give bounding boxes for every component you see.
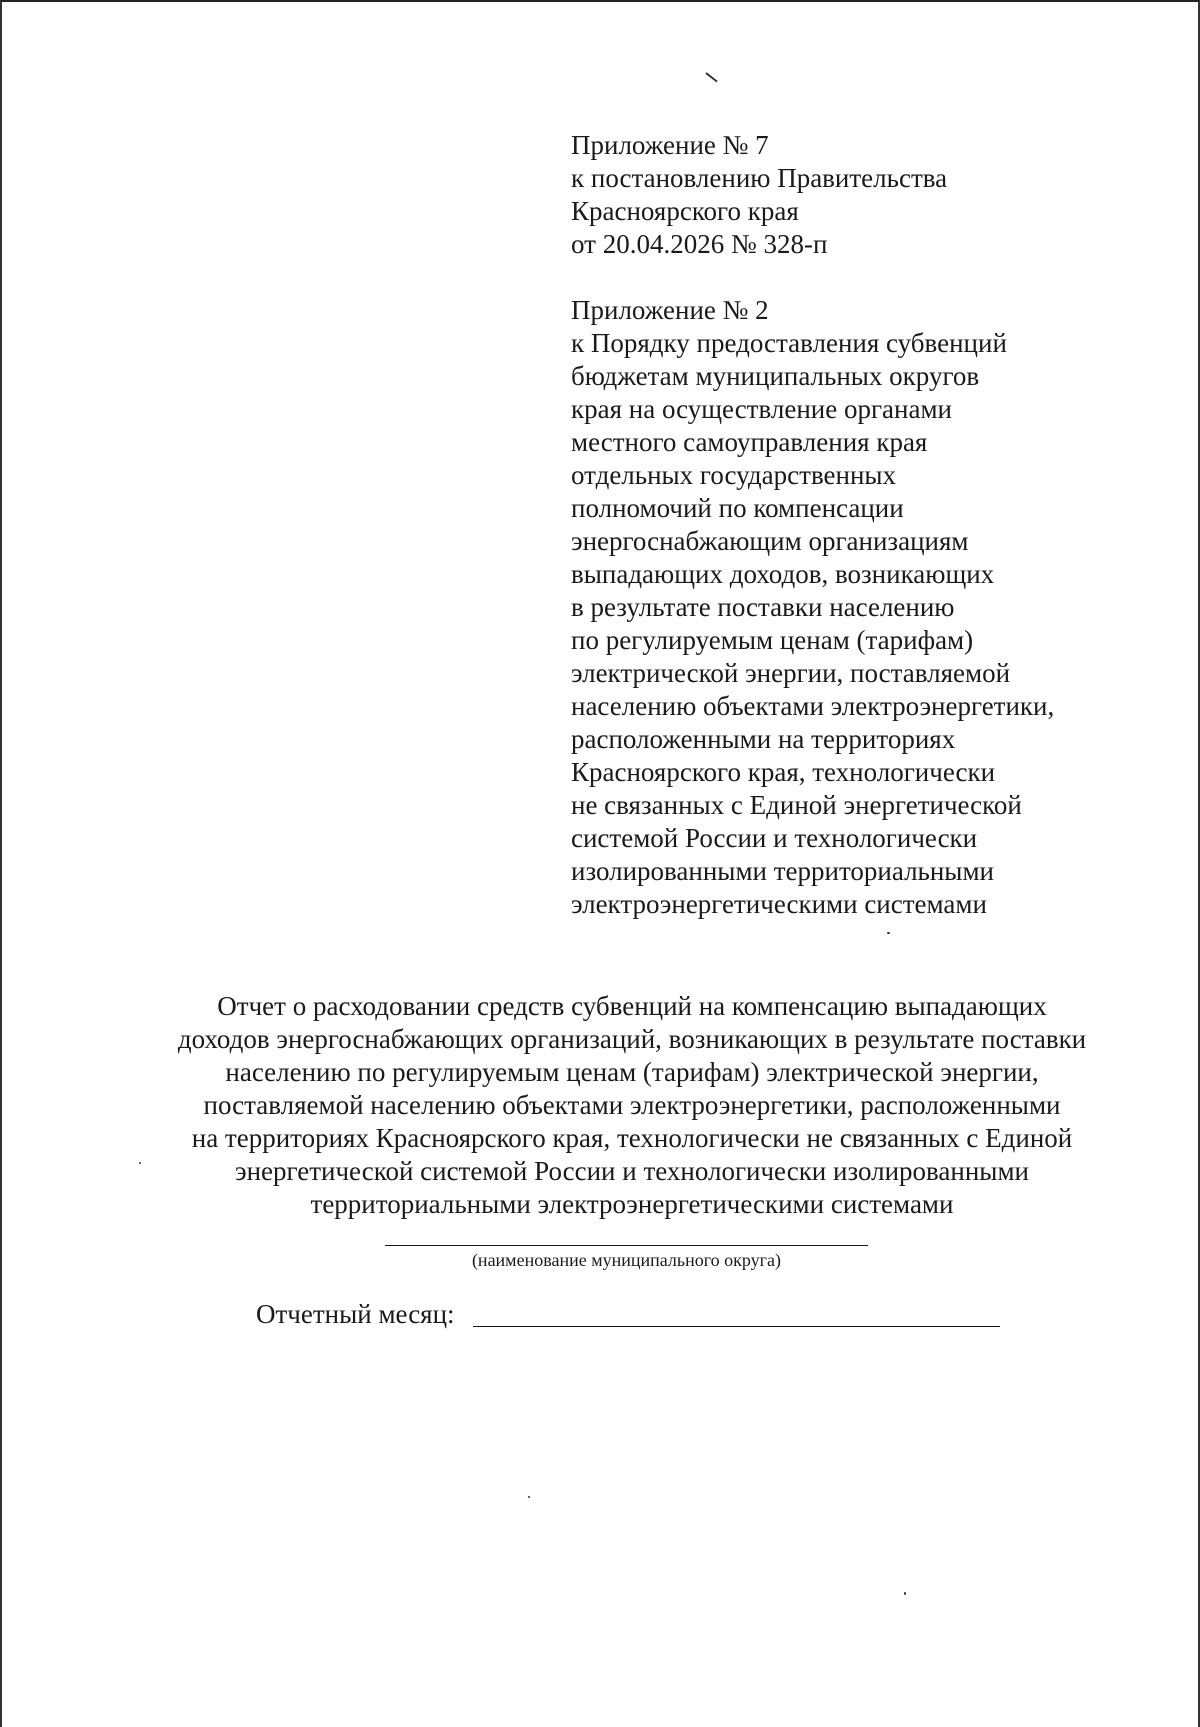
appendix-2-line: к Порядку предоставления субвенций (571, 328, 1007, 358)
appendix-2-line: по регулируемым ценам (тарифам) (571, 625, 974, 655)
report-title-line: доходов энергоснабжающих организаций, возникающих в результате поставки (177, 1024, 1087, 1054)
appendix-7-line: от 20.04.2026 № 328-п (571, 229, 828, 259)
appendix-2-line: электроэнергетическими системами (571, 889, 987, 919)
appendix-2-line: изолированными территориальными (571, 856, 994, 886)
reporting-month-label: Отчетный месяц: (256, 1299, 455, 1329)
appendix-2-line: не связанных с Единой энергетической (571, 790, 1022, 820)
scan-speck (528, 1496, 530, 1498)
appendix-2-header (571, 294, 1054, 921)
report-title (102, 990, 1162, 1221)
report-title-line: поставляемой населению объектами электроэнергетики, расположенными (203, 1090, 1061, 1120)
scan-speck (139, 1162, 141, 1164)
scan-speck (904, 1592, 906, 1595)
report-title-line: территориальными электроэнергетическими системами (310, 1189, 954, 1219)
scan-mark (705, 72, 717, 82)
appendix-7-line: Красноярского края (571, 196, 799, 226)
appendix-2-line: населению объектами электроэнергетики, (571, 691, 1055, 721)
appendix-2-line: энергоснабжающим организациям (571, 526, 969, 556)
appendix-2-line: отдельных государственных (571, 460, 897, 490)
appendix-2-line: системой России и технологически (571, 823, 978, 853)
scan-speck (887, 932, 890, 934)
municipality-name-caption: (наименование муниципального округа) (471, 1250, 782, 1270)
appendix-2-line: бюджетам муниципальных округов (571, 361, 980, 391)
appendix-2-line: Красноярского края, технологически (571, 757, 996, 787)
appendix-7-line: Приложение № 7 (571, 130, 769, 160)
appendix-2-line: края на осуществление органами (571, 394, 952, 424)
appendix-2-line: полномочий по компенсации (571, 493, 904, 523)
appendix-2-line: выпадающих доходов, возникающих (571, 559, 995, 589)
appendix-2-line: электрической энергии, поставляемой (571, 658, 1011, 688)
report-title-line: на территориях Красноярского края, технологически не связанных с Единой (191, 1123, 1073, 1153)
appendix-7-header (571, 129, 947, 261)
report-title-line: энергетической системой России и технологически изолированными (235, 1156, 1029, 1186)
report-title-line: населению по регулируемым ценам (тарифам) электрической энергии, (225, 1057, 1039, 1087)
appendix-2-line: в результате поставки населению (571, 592, 955, 622)
reporting-month-line (473, 1326, 1000, 1327)
appendix-7-line: к постановлению Правительства (571, 163, 948, 193)
report-title-line: Отчет о расходовании средств субвенций на компенсацию выпадающих (217, 991, 1047, 1021)
appendix-2-line: местного самоуправления края (571, 427, 928, 457)
appendix-2-line: Приложение № 2 (571, 295, 769, 325)
appendix-2-line: расположенными на территориях (571, 724, 956, 754)
municipality-name-line (385, 1245, 868, 1246)
